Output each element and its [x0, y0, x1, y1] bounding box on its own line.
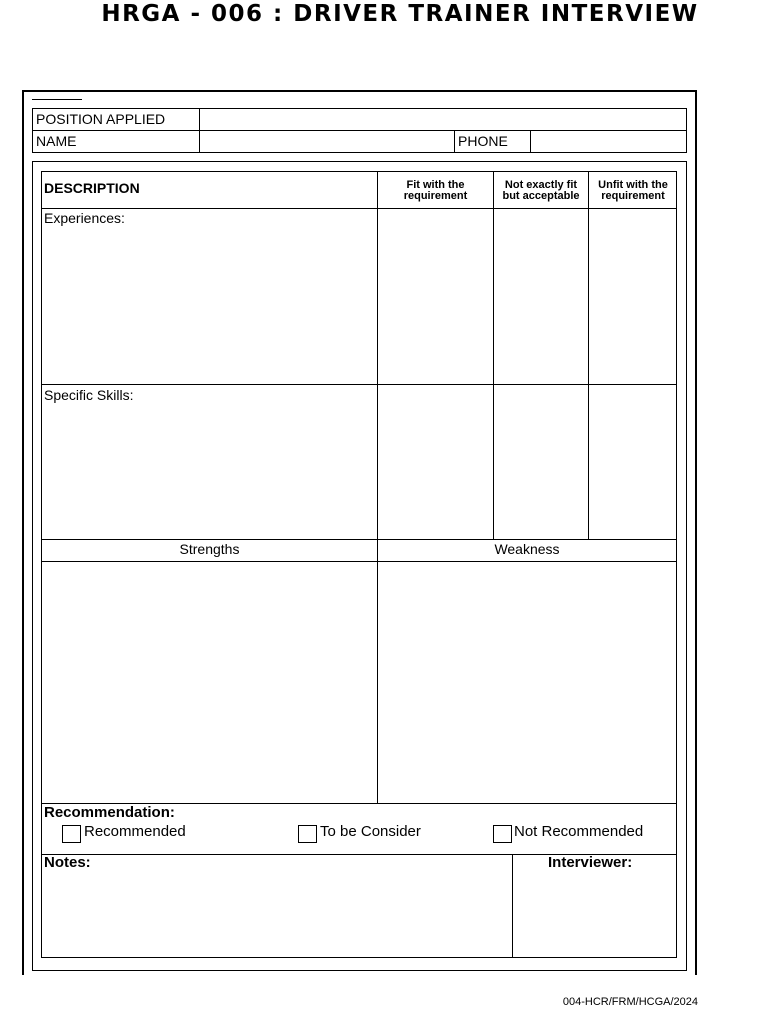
not-recommended-option-label: Not Recommended [514, 823, 644, 840]
strengths-label: Strengths [179, 541, 240, 557]
name-label: NAME [32, 130, 200, 153]
notes-label: Notes: [44, 854, 91, 871]
col-fit-header-line2: requirement [403, 190, 468, 202]
form-title: HRGA - 006 : DRIVER TRAINER INTERVIEW [101, 1, 699, 27]
phone-label: PHONE [454, 130, 531, 153]
interviewer-signature-area[interactable] [513, 875, 676, 957]
recommended-option-label: Recommended [84, 823, 186, 840]
col-fit-header [378, 180, 493, 202]
to-be-consider-option-label: To be Consider [320, 823, 421, 840]
weakness-area[interactable] [378, 562, 676, 803]
col-not-exactly-header-line1: Not exactly fit [504, 179, 578, 191]
position-applied-label: POSITION APPLIED [32, 108, 200, 131]
recommendation-label: Recommendation: [44, 804, 175, 821]
col-unfit-header [589, 180, 677, 202]
form-code-footer: 004-HCR/FRM/HCGA/2024 [562, 996, 698, 1008]
to-be-consider-checkbox[interactable] [298, 825, 317, 843]
not-recommended-checkbox[interactable] [493, 825, 512, 843]
col-fit-header-line1: Fit with the [406, 179, 465, 191]
experiences-unfit-cell[interactable] [589, 209, 676, 383]
col-not-exactly-header-line2: but acceptable [502, 190, 580, 202]
recommended-checkbox[interactable] [62, 825, 81, 843]
col-unfit-header-line2: requirement [601, 190, 665, 202]
weakness-label: Weakness [494, 541, 560, 557]
skills-fit-cell[interactable] [378, 385, 492, 538]
col-not-exactly-header [494, 180, 588, 202]
phone-field[interactable] [530, 130, 687, 153]
strengths-area[interactable] [42, 562, 376, 803]
experiences-fit-cell[interactable] [378, 209, 492, 383]
notes-area[interactable] [42, 875, 511, 957]
position-applied-field[interactable] [199, 108, 687, 131]
description-header: DESCRIPTION [44, 180, 140, 196]
name-field[interactable] [199, 130, 455, 153]
skills-acceptable-cell[interactable] [494, 385, 587, 538]
specific-skills-label: Specific Skills: [44, 387, 134, 403]
experiences-label: Experiences: [44, 210, 125, 226]
interviewer-label: Interviewer: [548, 854, 633, 871]
experiences-acceptable-cell[interactable] [494, 209, 587, 383]
skills-unfit-cell[interactable] [589, 385, 676, 538]
frame-corner-line [32, 99, 82, 100]
col-unfit-header-line1: Unfit with the [598, 179, 668, 191]
